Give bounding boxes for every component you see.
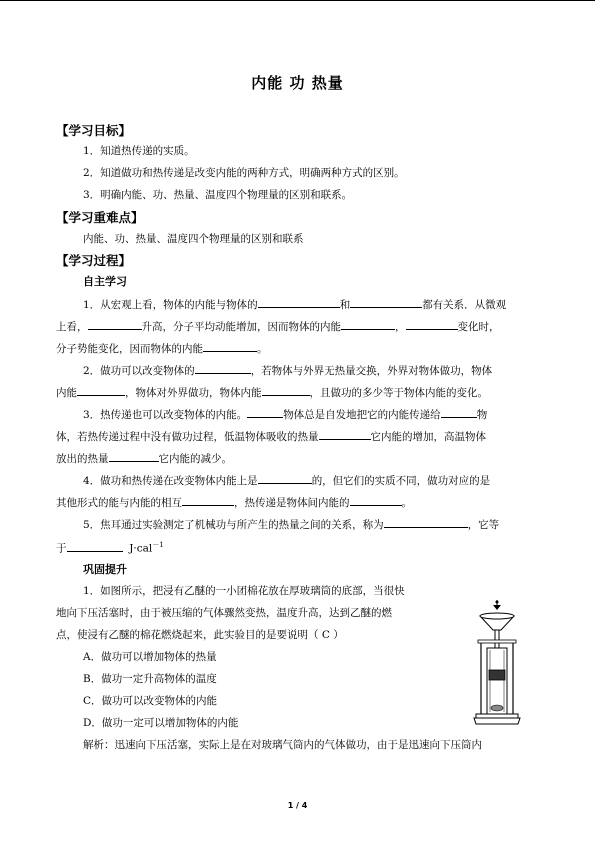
fill-blank[interactable]: [195, 362, 251, 374]
section-heading-goals: 【学习目标】: [56, 123, 132, 138]
option-a: A．做功可以增加物体的热量: [83, 651, 217, 663]
fill-blank[interactable]: [182, 494, 234, 506]
q5-line1: 5．焦耳通过实验测定了机械功与所产生的热量之间的关系，称为 ，它等: [83, 516, 499, 532]
q1-line3: 分子势能变化，因而物体的内能 。: [56, 340, 268, 356]
fill-blank[interactable]: [67, 540, 123, 552]
fill-blank[interactable]: [350, 296, 422, 308]
q2-line1: 2．做功可以改变物体的 ，若物体与外界无热量交换，外界对物体做功，物体: [83, 362, 492, 378]
goal-3: 3．明确内能、功、热量、温度四个物理量的区别和联系。: [83, 189, 353, 201]
goal-1: 1．知道热传递的实质。: [83, 145, 195, 157]
goal-2: 2．知道做功和热传递是改变内能的两种方式，明确两种方式的区别。: [83, 167, 405, 179]
q4-line1: 4．做功和热传递在改变物体内能上是 的，但它们的实质不同，做功对应的是: [83, 472, 490, 488]
fill-blank[interactable]: [258, 472, 312, 484]
q5-line2: 于 J·cal$^{-1}$: [56, 541, 164, 555]
fill-blank[interactable]: [88, 318, 142, 330]
fill-blank[interactable]: [406, 318, 458, 330]
page-number: 1 / 4: [287, 801, 308, 810]
fill-blank[interactable]: [258, 296, 340, 308]
fill-blank[interactable]: [77, 384, 125, 396]
q1-line2: 上看， 升高，分子平均动能增加，因而物体的内能 ， 变化时，: [56, 318, 500, 334]
self-study-label: 自主学习: [83, 275, 127, 288]
analysis-text: 解析：迅速向下压活塞，实际上是在对玻璃气筒内的气体做功，由于是迅速向下压筒内: [83, 739, 482, 751]
page-title: 内能 功 热量: [251, 74, 344, 92]
option-b: B．做功一定升高物体的温度: [83, 673, 217, 685]
exercise-1-line3: 点，使浸有乙醚的棉花燃烧起来，此实验目的是要说明（ C ）: [56, 629, 344, 641]
exercise-1-line1: 1．如图所示，把浸有乙醚的一小团棉花放在厚玻璃筒的底部，当很快: [83, 585, 405, 597]
fill-blank[interactable]: [262, 384, 310, 396]
section-heading-keypoints: 【学习重难点】: [56, 210, 144, 225]
q2-line2: 内能 ，物体对外界做功，物体内能 ，且做功的多少等于物体内能的变化。: [56, 384, 488, 400]
page-top-border: [0, 0, 595, 1]
consolidate-label: 巩固提升: [83, 563, 127, 576]
fill-blank[interactable]: [441, 406, 477, 418]
keypoints-text: 内能、功、热量、温度四个物理量的区别和联系: [83, 233, 304, 245]
option-c: C．做功可以改变物体的内能: [83, 695, 218, 707]
compression-tube-figure: [472, 600, 522, 726]
q4-line2: 其他形式的能与内能的相互 ，热传递是物体间内能的 。: [56, 494, 412, 510]
fill-blank[interactable]: [247, 406, 283, 418]
section-heading-process: 【学习过程】: [56, 253, 132, 268]
fill-blank[interactable]: [319, 428, 371, 440]
fill-blank[interactable]: [384, 516, 468, 528]
option-d: D．做功一定可以增加物体的内能: [83, 717, 239, 729]
q3-line3: 放出的热量 它内能的减少。: [56, 450, 232, 466]
exercise-1-line2: 地向下压活塞时，由于被压缩的气体骤然变热，温度升高，达到乙醚的燃: [56, 607, 392, 619]
q3-line2: 体，若热传递过程中没有做功过程，低温物体吸收的热量 它内能的增加，高温物体: [56, 428, 486, 444]
fill-blank[interactable]: [350, 494, 402, 506]
q1-line1: 1．从宏观上看，物体的内能与物体的 和 都有关系．从微观: [83, 296, 506, 312]
fill-blank[interactable]: [109, 450, 159, 462]
q3-line1: 3．热传递也可以改变物体的内能。 物体总是自发地把它的内能传递给 物: [83, 406, 487, 422]
fill-blank[interactable]: [341, 318, 395, 330]
fill-blank[interactable]: [203, 340, 257, 352]
